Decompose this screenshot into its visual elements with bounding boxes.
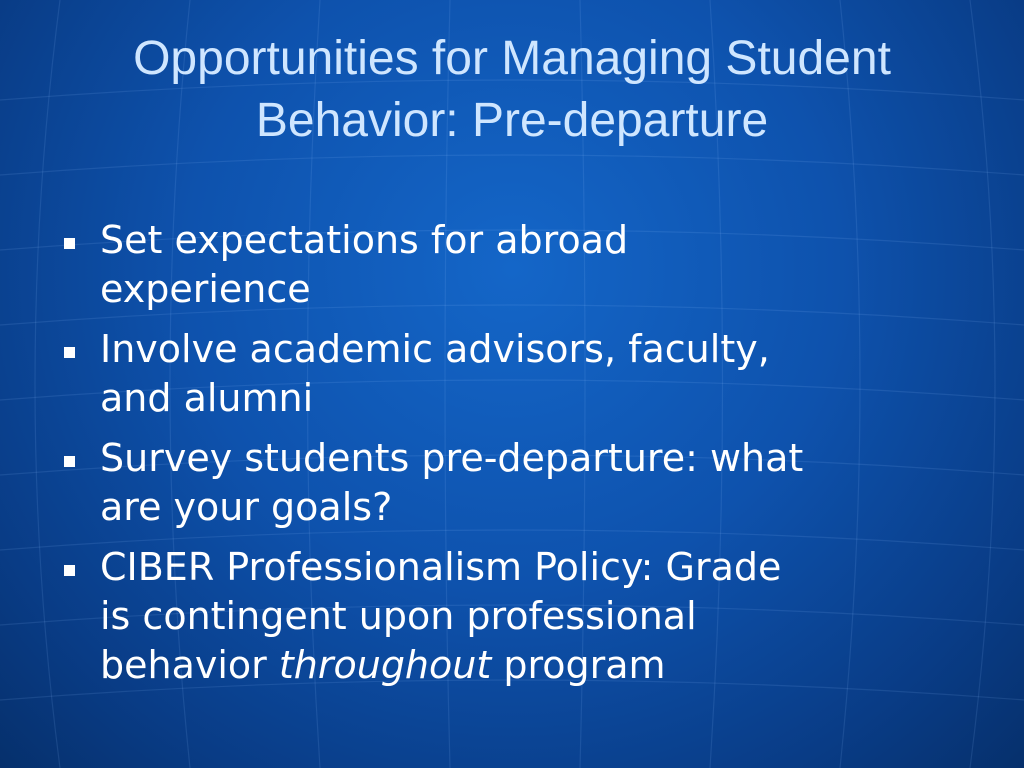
slide-title-line-2: Behavior: Pre-departure [255,94,769,147]
bullet-text-line: Set expectations for abroad [100,218,629,262]
square-bullet-icon [64,456,75,467]
square-bullet-icon [64,347,75,358]
bullet-item [62,434,982,532]
bullet-text-line: CIBER Professionalism Policy: Grade [100,545,782,589]
bullet-text-line: experience [100,267,311,311]
bullet-list [62,216,982,701]
bullet-text-line: Survey students pre-departure: what [100,436,804,480]
bullet-text-line: is contingent upon professional [100,594,697,638]
slide-title [40,28,984,152]
bullet-item [62,216,982,314]
bullet-text-segment: behavior [100,643,279,687]
emphasized-text: throughout [278,643,492,687]
bullet-item [62,325,982,423]
square-bullet-icon [64,238,75,249]
bullet-item [62,543,982,690]
bullet-text-line: are your goals? [100,485,393,529]
square-bullet-icon [64,565,75,576]
bullet-text-line: and alumni [100,376,314,420]
slide-title-line-1: Opportunities for Managing Student [133,32,891,85]
bullet-text-line: Involve academic advisors, faculty, [100,327,770,371]
bullet-text-segment: program [491,643,666,687]
